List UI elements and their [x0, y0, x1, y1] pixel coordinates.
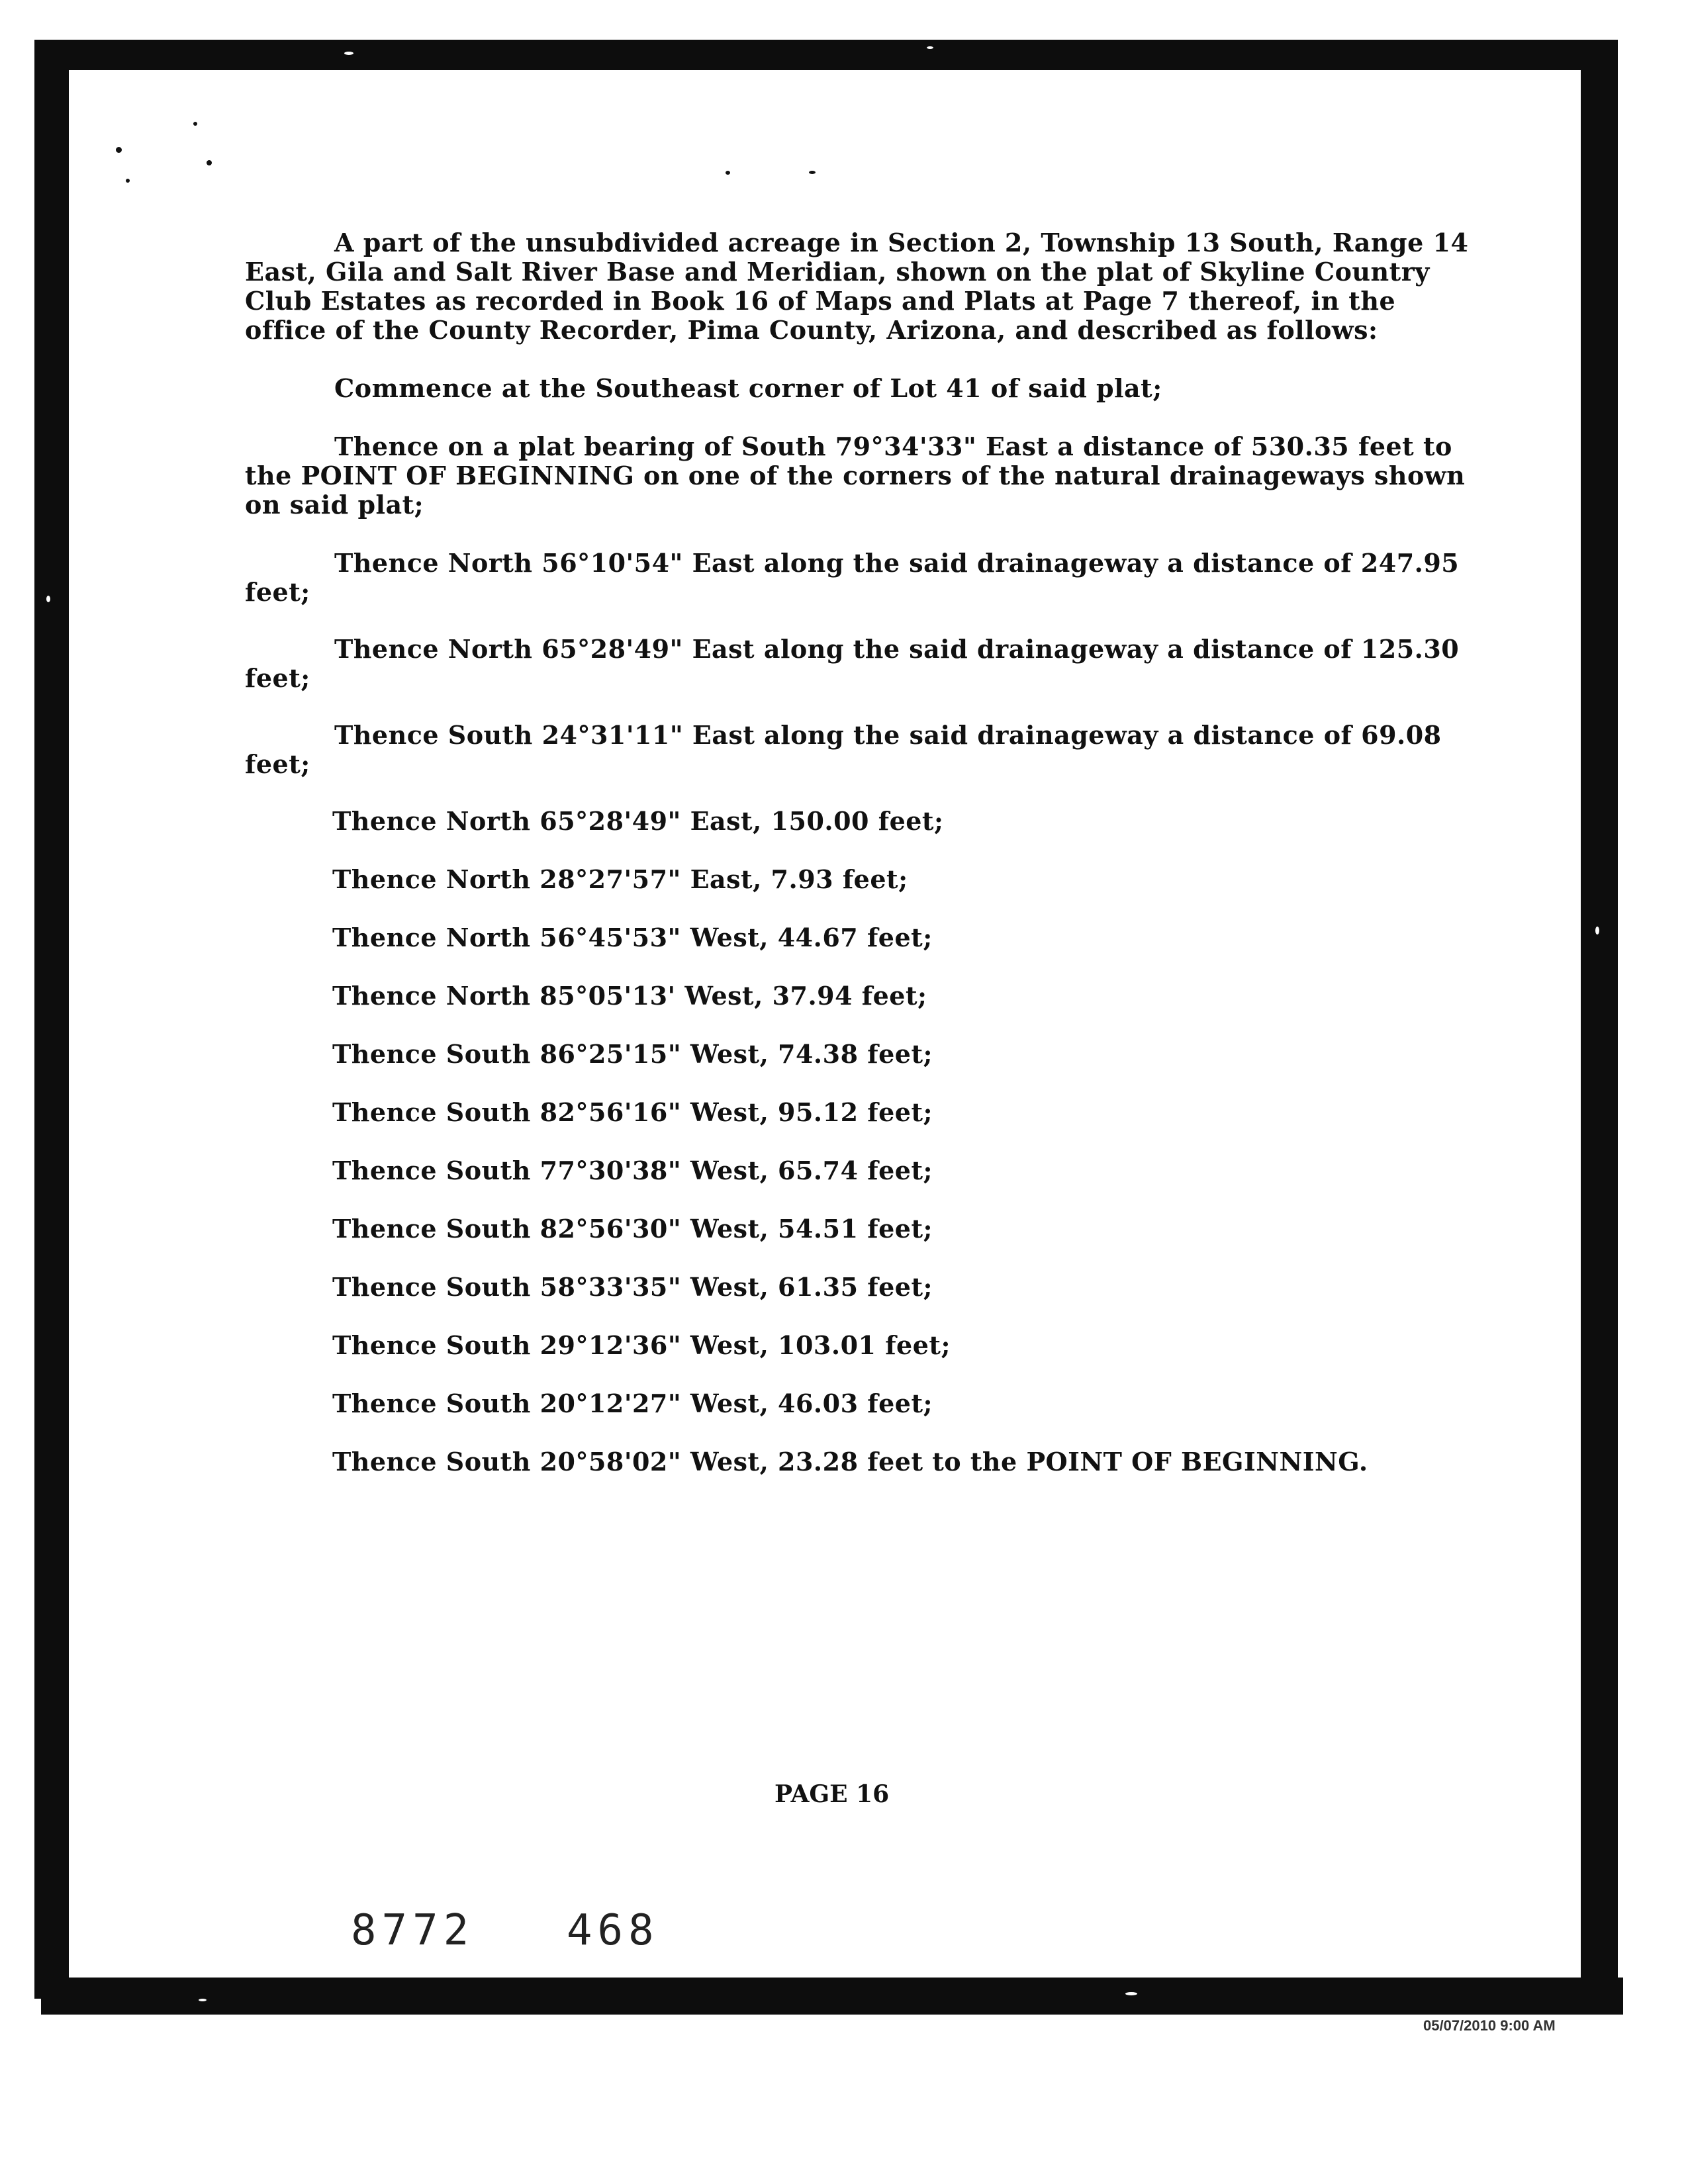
- scan-speck: [1595, 927, 1599, 934]
- drainage-course: Thence South 24°31'11" East along the said drainageway a distance of 69.08 feet;: [245, 720, 1442, 779]
- scan-speck: [199, 1999, 207, 2001]
- page-number-label: PAGE 16: [774, 1780, 890, 1808]
- drainage-course: Thence North 65°28'49" East along the said drainageway a distance of 125.30 feet;: [245, 634, 1460, 693]
- recording-page-number: 468: [567, 1906, 659, 1955]
- scan-mark: [126, 179, 130, 183]
- course-line: Thence South 20°12'27" West, 46.03 feet;: [332, 1388, 933, 1418]
- scan-border-top: [34, 40, 1618, 70]
- intro-paragraph: A part of the unsubdivided acreage in Section 2, Township 13 South, Range 14 East, Gila and Salt River Base and Meridian, shown on the plat of Skyline Country Club Estates as recorded in Book 16 of Maps and Plats at Page 7 thereof, in the office of the County Recorder, Pima County, Arizona, and described as follows:: [245, 228, 1469, 345]
- scan-speck: [927, 46, 933, 49]
- scan-mark: [726, 171, 730, 175]
- scan-mark: [207, 160, 212, 165]
- legal-description: [245, 228, 1476, 1506]
- course-line: Thence North 56°45'53" West, 44.67 feet;: [332, 923, 933, 952]
- recorded-timestamp: 05/07/2010 9:00 AM: [1423, 2017, 1556, 2034]
- scan-speck: [1125, 1992, 1137, 1995]
- scan-mark: [116, 147, 122, 153]
- recording-book-number: 8772: [351, 1906, 475, 1955]
- drainage-course: Thence North 56°10'54" East along the said drainageway a distance of 247.95 feet;: [245, 548, 1460, 607]
- course-line: Thence South 82°56'16" West, 95.12 feet;: [332, 1097, 933, 1127]
- course-line: Thence North 65°28'49" East, 150.00 feet;: [332, 806, 944, 836]
- course-line: Thence South 82°56'30" West, 54.51 feet;: [332, 1214, 933, 1244]
- scan-mark: [809, 171, 816, 174]
- course-line: Thence North 85°05'13' West, 37.94 feet;: [332, 981, 927, 1011]
- scan-mark: [193, 122, 197, 126]
- scan-border-left: [34, 40, 69, 1999]
- scan-speck: [344, 52, 353, 55]
- commence-paragraph: Commence at the Southeast corner of Lot 41 of said plat;: [334, 373, 1162, 403]
- scan-border-bottom: [41, 1978, 1623, 2015]
- course-line: Thence South 58°33'35" West, 61.35 feet;: [332, 1272, 933, 1302]
- course-line: Thence North 28°27'57" East, 7.93 feet;: [332, 864, 908, 894]
- scan-speck: [46, 596, 50, 602]
- to-beginning-paragraph: Thence on a plat bearing of South 79°34'33" East a distance of 530.35 feet to the POINT OF BEGINNING on one of the corners of the natural drainageways shown on said plat;: [245, 432, 1466, 520]
- course-line: Thence South 20°58'02" West, 23.28 feet to the POINT OF BEGINNING.: [332, 1447, 1368, 1477]
- course-line: Thence South 86°25'15" West, 74.38 feet;: [332, 1039, 933, 1069]
- course-line: Thence South 29°12'36" West, 103.01 feet;: [332, 1330, 951, 1360]
- course-line: Thence South 77°30'38" West, 65.74 feet;: [332, 1156, 933, 1185]
- scan-border-right: [1581, 40, 1618, 1999]
